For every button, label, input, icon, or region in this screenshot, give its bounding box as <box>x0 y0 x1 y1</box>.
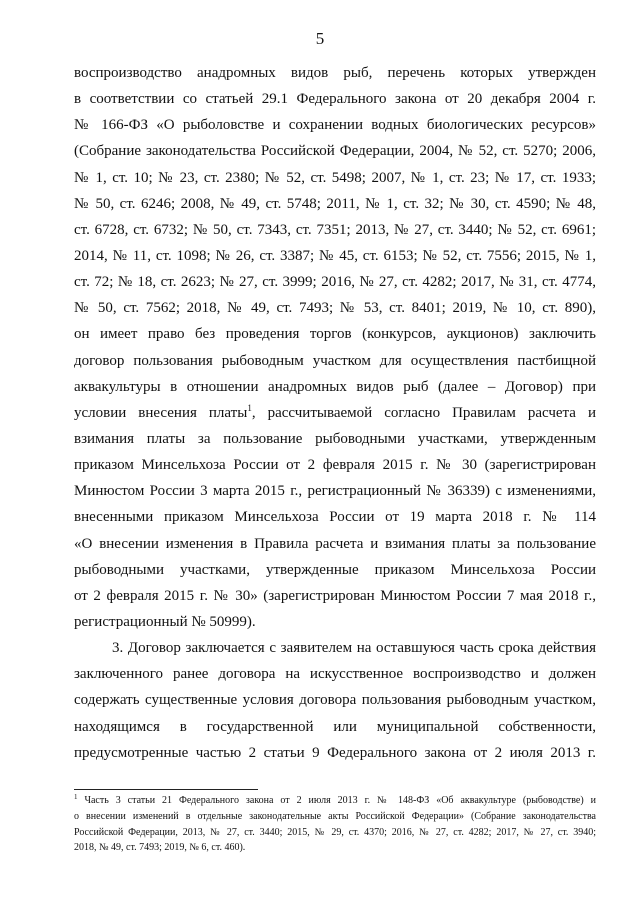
text-line: 3. Договор заключается с заявителем на оставшуюся часть срока действия <box>112 640 596 657</box>
text-line-with-footnote-ref <box>74 400 596 426</box>
text-line: заключенного ранее договора на искусственное воспроизводство и должен <box>74 666 596 683</box>
text-line: 2014, № 11, ст. 1098; № 26, ст. 3387; № 45, ст. 6153; № 52, ст. 7556; 2015, № 1, <box>74 247 596 264</box>
page-number: 5 <box>315 29 325 48</box>
footnote <box>74 793 596 856</box>
footnote-text: Часть 3 статьи 21 Федерального закона от 2 июля 2013 г. № 148-ФЗ «Об аквакультуре (рыбоводстве) и <box>77 795 596 806</box>
text-line: воспроизводство анадромных видов рыб, перечень которых утвержден <box>74 65 596 81</box>
text-line: приказом Минсельхоза России от 2 февраля 2015 г. № 30 (зарегистрирован <box>74 457 596 474</box>
main-text <box>74 60 596 766</box>
text-line: № 1, ст. 10; № 23, ст. 2380; № 52, ст. 5498; 2007, № 1, ст. 23; № 17, ст. 1933; <box>74 169 596 186</box>
text-line: внесенными приказом Минсельхоза России от 19 марта 2018 г. № 114 <box>74 509 596 526</box>
text-line: он имеет право без проведения торгов (конкурсов, аукционов) заключить <box>74 326 596 343</box>
text-line: № 50, ст. 6246; 2008, № 49, ст. 5748; 2011, № 1, ст. 32; № 30, ст. 4590; № 48, <box>74 195 596 212</box>
text-line: (Собрание законодательства Российской Федерации, 2004, № 52, ст. 5270; 2006, <box>74 143 596 160</box>
footnote-line: 2018, № 49, ст. 7493; 2019, № 6, ст. 460). <box>74 842 246 854</box>
text-line: аквакультуры в отношении анадромных видов рыб (далее – Договор) при <box>74 378 596 395</box>
text-line: предусмотренные частью 2 статьи 9 Федерального закона от 2 июля 2013 г. <box>74 744 596 761</box>
text-line: договор пользования рыбоводным участком для осуществления пастбищной <box>74 352 596 369</box>
line-text-before-ref: условии внесения платы <box>74 404 248 421</box>
text-line: «О внесении изменения в Правила расчета и взимания платы за пользование <box>74 535 596 552</box>
footnote-divider <box>74 789 258 790</box>
footnote-reference[interactable]: 1 <box>247 402 252 413</box>
footnote-line <box>74 793 596 809</box>
text-line: содержать существенные условия договора пользования рыбоводным участком, <box>74 692 596 709</box>
text-line: ст. 6728, ст. 6732; № 50, ст. 7343, ст. 7351; 2013, № 27, ст. 3440; № 52, ст. 6961; <box>74 221 596 238</box>
text-line: регистрационный № 50999). <box>74 613 256 630</box>
text-line: рыбоводными участками, утвержденные приказом Минсельхоза России <box>74 561 596 578</box>
text-line: от 2 февраля 2015 г. № 30» (зарегистрирован Минюстом России 7 мая 2018 г., <box>74 587 596 604</box>
footnote-line: Российской Федерации, 2013, № 27, ст. 3440; 2015, № 29, ст. 4370; 2016, № 27, ст. 4282; 2017, № 27, ст. 3940; <box>74 826 596 838</box>
text-line: ст. 72; № 18, ст. 2623; № 27, ст. 3999; 2016, № 27, ст. 4282; 2017, № 31, ст. 4774, <box>74 274 596 291</box>
footnote-marker: 1 <box>74 793 78 801</box>
text-line: взимания платы за пользование рыбоводными участками, утвержденным <box>74 430 596 447</box>
text-line: находящимся в государственной или муниципальной собственности, <box>74 718 596 735</box>
line-text-after-ref: , рассчитываемой согласно Правилам расчета и <box>251 404 596 421</box>
text-line: Минюстом России 3 марта 2015 г., регистрационный № 36339) с изменениями, <box>74 483 596 500</box>
text-line: № 166-ФЗ «О рыболовстве и сохранении водных биологических ресурсов» <box>74 117 596 134</box>
text-line: в соответствии со статьей 29.1 Федерального закона от 20 декабря 2004 г. <box>74 91 596 108</box>
text-line: № 50, ст. 7562; 2018, № 49, ст. 7493; № 53, ст. 8401; 2019, № 10, ст. 890), <box>74 300 596 317</box>
footnote-line: о внесении изменений в отдельные законодательные акты Российской Федерации» (Собрание законодательства <box>74 810 596 822</box>
